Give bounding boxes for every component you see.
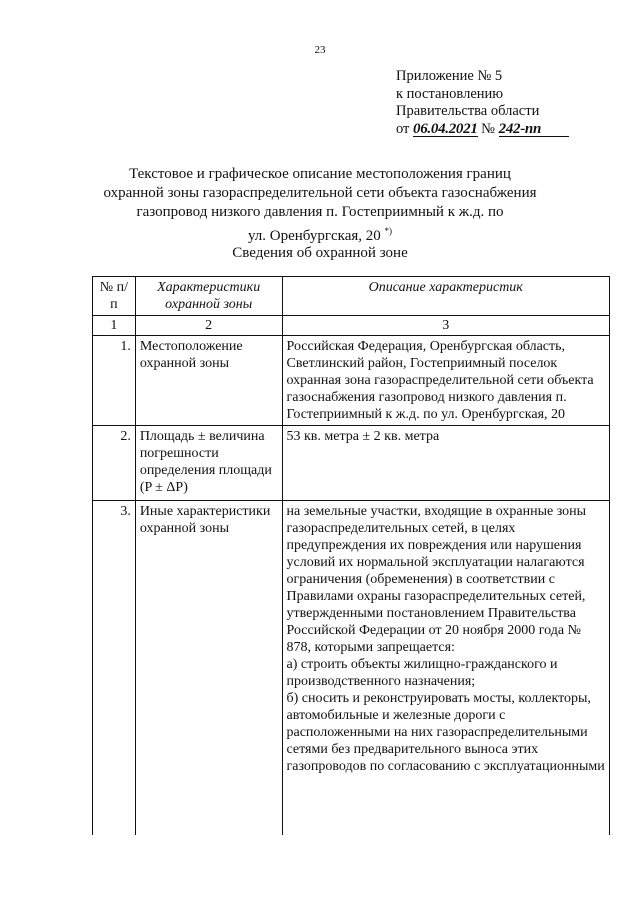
number-prefix: № (481, 120, 496, 137)
row-description-block (282, 501, 610, 836)
row-num: 3. (93, 501, 136, 836)
appendix-line-2: к постановлению (396, 85, 504, 102)
section-subtitle: Сведения об охранной зоне (232, 245, 408, 261)
handwritten-number: 242-пп (499, 122, 569, 137)
title-line-4 (90, 222, 550, 246)
row-num: 2. (93, 426, 136, 501)
title-line-3: газопровод низкого давления п. Гостеприимный к ж.д. по (136, 204, 504, 220)
row-description: 53 кв. метра ± 2 кв. метра (282, 426, 610, 501)
table-row (93, 501, 610, 836)
header-characteristic: Характеристики охранной зоны (135, 277, 282, 316)
table-row (93, 336, 610, 426)
row-item-b: б) сносить и реконструировать мосты, коллекторы, автомобильные и железные дороги с расположенными на них газораспределительными сетями без предварительного выноса этих газопроводов по согласованию с эксплуатационными (286, 691, 605, 774)
column-number-3: 3 (282, 316, 610, 336)
row-description: Российская Федерация, Оренбургская область, Светлинский район, Гостеприимный поселок охранная зона газораспределительной сети объекта газоснабжения газопровод низкого давления п. Гостеприимный к ж.д. по ул. Оренбургская, 20 (282, 336, 610, 426)
row-description: на земельные участки, входящие в охранные зоны газораспределительных сетей, в целях предупреждения их повреждения или нарушения условий их нормальной эксплуатации налагаются ограничения (обременения) в соответствии с Правилами охраны газораспределительных сетей, утвержденными постановлением Правительства Российской Федерации от 20 ноября 2000 года № 878, которыми запрещается: (286, 504, 587, 655)
row-characteristic: Иные характеристики охранной зоны (135, 501, 282, 836)
table-row (93, 426, 610, 501)
header-num: № п/п (93, 277, 136, 316)
row-characteristic: Площадь ± величина погрешности определения площади (P ± ΔP) (135, 426, 282, 501)
header-description: Описание характеристик (282, 277, 610, 316)
document-title (90, 165, 550, 246)
title-line-4-text: ул. Оренбургская, 20 (247, 228, 381, 244)
footnote-mark: *) (384, 226, 393, 236)
column-number-row (93, 316, 610, 336)
table-header-row (93, 277, 610, 316)
appendix-line-1: Приложение № 5 (396, 68, 503, 84)
row-num: 1. (93, 336, 136, 426)
appendix-line-3: Правительства области (396, 103, 540, 119)
row-item-a: а) строить объекты жилищно-гражданского и производственного назначения; (286, 657, 558, 689)
page-number: 23 (314, 44, 326, 56)
appendix-date-line (396, 121, 636, 139)
column-number-2: 2 (135, 316, 282, 336)
appendix-block (396, 68, 636, 138)
row-characteristic: Местоположение охранной зоны (135, 336, 282, 426)
zone-info-table (92, 276, 610, 835)
date-prefix: от (396, 120, 410, 137)
title-line-1: Текстовое и графическое описание местоположения границ (129, 166, 511, 182)
handwritten-date: 06.04.2021 (413, 120, 478, 137)
title-line-2: охранной зоны газораспределительной сети объекта газоснабжения (103, 185, 537, 201)
column-number-1: 1 (93, 316, 136, 336)
